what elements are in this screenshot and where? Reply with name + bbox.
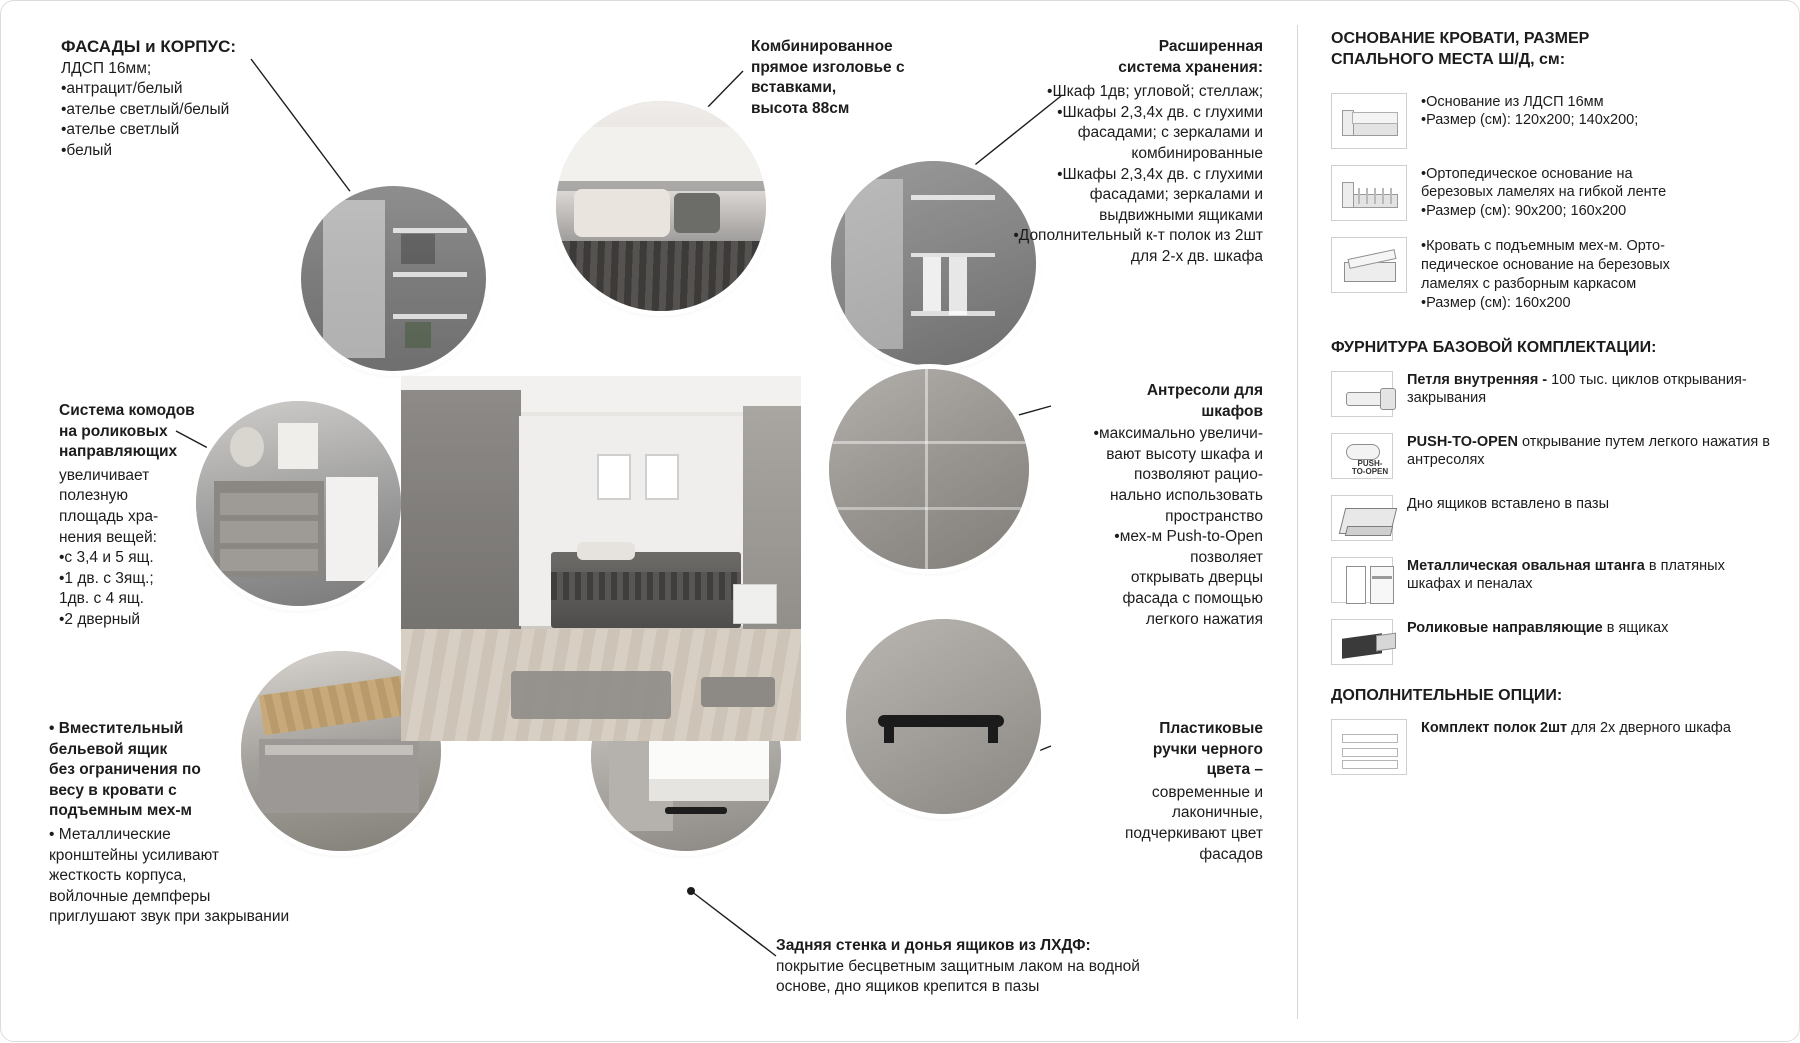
handles-body-0: современные и bbox=[1151, 783, 1263, 801]
drawer-bottom-icon bbox=[1331, 495, 1393, 541]
headboard-line-0: Комбинированное bbox=[751, 38, 893, 55]
commodes-item-2: 1дв. с 4 ящ. bbox=[59, 590, 144, 608]
linen-title-0: • Вместительный bbox=[49, 720, 184, 737]
hardware-row-3-bold: Металлическая овальная штанга bbox=[1407, 557, 1645, 574]
bed-base-row-1-text bbox=[1421, 165, 1666, 222]
lift-bed-icon bbox=[1331, 237, 1407, 293]
commodes-body-3: нения вещей: bbox=[59, 528, 157, 546]
antresoli-line-0: •максимально увеличи- bbox=[1093, 425, 1263, 443]
hardware-row-2 bbox=[1331, 495, 1781, 541]
facades-title: ФАСАДЫ и КОРПУС: bbox=[61, 37, 237, 56]
handle-image bbox=[846, 619, 1041, 814]
bed-base-title-1: СПАЛЬНОГО МЕСТА Ш/Д, см: bbox=[1331, 50, 1566, 68]
facades-item-0: •антрацит/белый bbox=[61, 80, 183, 98]
hardware-row-1 bbox=[1331, 433, 1781, 479]
hardware-row-4-text bbox=[1407, 619, 1668, 638]
bed-base-row-0-line-1: •Размер (см): 120х200; 140х200; bbox=[1421, 112, 1639, 129]
handles-body-2: подчеркивают цвет bbox=[1125, 825, 1263, 843]
hardware-row-1-rest: открывание путем легкого нажатия в антресолях bbox=[1407, 433, 1770, 469]
commodes-item-0: •с 3,4 и 5 ящ. bbox=[59, 549, 154, 567]
handles-title-0: Пластиковые bbox=[1159, 720, 1263, 737]
backwall-title: Задняя стенка и донья ящиков из ЛХДФ: bbox=[776, 937, 1091, 954]
facades-item-2: •ателье светлый bbox=[61, 121, 180, 139]
storage-title-1: система хранения: bbox=[1118, 58, 1263, 76]
antresoli-line-9: легкого нажатия bbox=[1145, 610, 1263, 628]
hinge-icon bbox=[1331, 371, 1393, 417]
linen-body-1: кронштейны усиливают bbox=[49, 846, 219, 864]
options-row-0-bold: Комплект полок 2шт bbox=[1421, 719, 1568, 736]
hardware-row-1-bold: PUSH-TO-OPEN bbox=[1407, 433, 1518, 450]
commodes-title-0: Система комодов bbox=[59, 402, 195, 419]
antresol-image bbox=[829, 369, 1029, 569]
right-pane bbox=[1331, 29, 1781, 1019]
commodes-block bbox=[59, 401, 259, 631]
commodes-item-3: •2 дверный bbox=[59, 611, 141, 629]
oval-rod-icon bbox=[1331, 557, 1393, 603]
bed-base-row-2-text bbox=[1421, 237, 1670, 312]
bed-base-row-1-line-1: березовых ламелях на гибкой ленте bbox=[1421, 184, 1667, 201]
handles-body-1: лаконичные, bbox=[1171, 804, 1263, 822]
photo-headboard-bed bbox=[556, 101, 766, 311]
hardware-row-0-rest: 100 тыс. циклов открывания-закрывания bbox=[1407, 371, 1747, 407]
antresoli-block bbox=[1021, 381, 1263, 630]
facades-item-1: •ателье светлый/белый bbox=[61, 100, 230, 118]
bed-base-row-0-line-0: •Основание из ЛДСП 16мм bbox=[1421, 93, 1604, 110]
hardware-row-2-text: Дно ящиков вставлено в пазы bbox=[1407, 495, 1609, 512]
headboard-line-1: прямое изголовье с bbox=[751, 58, 905, 76]
hardware-row-4-bold: Роликовые направляющие bbox=[1407, 619, 1603, 636]
commodes-title-2: направляющих bbox=[59, 443, 178, 461]
handles-title-1: ручки черного bbox=[1152, 740, 1263, 758]
headboard-bed-image bbox=[556, 101, 766, 311]
bed-base-row-2-line-1: педическое основание на березовых bbox=[1421, 256, 1670, 273]
headboard-line-3: высота 88см bbox=[751, 99, 850, 117]
facades-block bbox=[61, 36, 311, 162]
photo-handle bbox=[846, 619, 1041, 814]
linen-title-2: без ограничения по bbox=[49, 761, 201, 779]
linen-title-3: весу в кровати с bbox=[49, 781, 177, 799]
hardware-row-3-rest: в платяных шкафах и пеналах bbox=[1407, 557, 1725, 593]
linen-box-block bbox=[49, 719, 314, 928]
options-title: ДОПОЛНИТЕЛЬНЫЕ ОПЦИИ: bbox=[1331, 686, 1563, 704]
hardware-row-0 bbox=[1331, 371, 1781, 417]
hardware-row-3 bbox=[1331, 557, 1781, 603]
photo-antresol bbox=[829, 369, 1029, 569]
antresoli-line-6: позволяет bbox=[1190, 548, 1263, 566]
bed-base-row-2-line-0: •Кровать с подъемным мех-м. Орто- bbox=[1421, 238, 1665, 255]
storage-title-0: Расширенная bbox=[1158, 38, 1263, 55]
bed-base-row-1 bbox=[1331, 165, 1781, 222]
bed-base-row-0 bbox=[1331, 93, 1781, 149]
linen-title-4: подъемным мех-м bbox=[49, 802, 192, 820]
linen-body-2: жесткость корпуса, bbox=[49, 867, 187, 885]
commodes-body-2: площадь хра- bbox=[59, 508, 159, 526]
photo-bedroom-room bbox=[401, 376, 801, 741]
bed-base-row-1-line-2: •Размер (см): 90х200; 160х200 bbox=[1421, 203, 1627, 220]
commodes-body-1: полезную bbox=[59, 487, 129, 505]
linen-body-3: войлочные демпферы bbox=[49, 887, 211, 905]
hardware-row-0-bold: Петля внутренняя - bbox=[1407, 371, 1548, 388]
bed-base-title-0: ОСНОВАНИЕ КРОВАТИ, РАЗМЕР bbox=[1331, 30, 1590, 47]
storage-item-0: •Шкаф 1дв; угловой; стеллаж; bbox=[1047, 83, 1263, 101]
hardware-row-4 bbox=[1331, 619, 1781, 665]
hardware-row-1-text bbox=[1407, 433, 1781, 471]
backwall-body-1: основе, дно ящиков крепится в пазы bbox=[776, 978, 1040, 996]
wardrobe-shelves-image bbox=[301, 186, 486, 371]
headboard-line-2: вставками, bbox=[751, 79, 837, 97]
linen-title-1: бельевой ящик bbox=[49, 740, 168, 758]
shelf-set-icon bbox=[1331, 719, 1407, 775]
handles-title-2: цвета – bbox=[1206, 761, 1263, 779]
push-to-open-icon: PUSH- TO-OPEN bbox=[1331, 433, 1393, 479]
bed-base-row-2 bbox=[1331, 237, 1781, 312]
backwall-body-0: покрытие бесцветным защитным лаком на водной bbox=[776, 957, 1140, 975]
antresoli-line-7: открывать дверцы bbox=[1130, 569, 1263, 587]
bed-base-row-1-line-0: •Ортопедическое основание на bbox=[1421, 165, 1633, 182]
hardware-row-3-text bbox=[1407, 557, 1781, 595]
handles-block bbox=[1031, 719, 1263, 865]
storage-item-2: •Шкафы 2,3,4х дв. с глухими фасадами; зеркалами и выдвижными ящиками bbox=[1057, 165, 1263, 224]
options-row-0 bbox=[1331, 719, 1781, 775]
commodes-title-1: на роликовых bbox=[59, 422, 168, 440]
options-row-0-rest: для 2х дверного шкафа bbox=[1567, 719, 1731, 736]
bed-base-title bbox=[1331, 29, 1781, 71]
left-pane bbox=[1, 1, 1296, 1043]
commodes-body-0: увеличивает bbox=[59, 466, 150, 484]
hardware-row-4-rest: в ящиках bbox=[1602, 619, 1669, 636]
antresoli-title-0: Антресоли для bbox=[1146, 382, 1263, 399]
roller-guides-icon bbox=[1331, 619, 1393, 665]
bed-frame-icon bbox=[1331, 93, 1407, 149]
antresoli-line-5: •мех-м Push-to-Open bbox=[1114, 528, 1263, 546]
antresoli-line-2: позволяют рацио- bbox=[1134, 466, 1263, 484]
bed-base-row-2-line-2: ламелях с разборным каркасом bbox=[1421, 275, 1637, 292]
antresoli-line-8: фасада с помощью bbox=[1122, 590, 1263, 608]
options-row-0-text bbox=[1421, 719, 1731, 738]
facades-subtitle: ЛДСП 16мм; bbox=[61, 59, 152, 77]
storage-item-3: •Дополнительный к-т полок из 2шт для 2-х дв. шкафа bbox=[1013, 227, 1263, 266]
antresoli-line-3: нально использовать bbox=[1109, 487, 1263, 505]
antresoli-title-1: шкафов bbox=[1201, 402, 1263, 420]
headboard-block bbox=[751, 37, 961, 119]
vertical-divider bbox=[1297, 25, 1298, 1019]
linen-body-4: приглушают звук при закрывании bbox=[49, 908, 290, 926]
hardware-row-0-text bbox=[1407, 371, 1781, 409]
storage-item-1: •Шкафы 2,3,4х дв. с глухими фасадами; с зеркалами и комбинированные bbox=[1057, 103, 1263, 163]
antresoli-line-1: вают высоту шкафа и bbox=[1106, 445, 1263, 463]
handles-body-3: фасадов bbox=[1199, 845, 1263, 863]
hardware-title: ФУРНИТУРА БАЗОВОЙ КОМПЛЕКТАЦИИ: bbox=[1331, 338, 1657, 356]
backwall-block bbox=[776, 936, 1276, 998]
storage-block bbox=[1001, 37, 1263, 268]
photo-wardrobe-shelves bbox=[301, 186, 486, 371]
commodes-item-1: •1 дв. с 3ящ.; bbox=[59, 569, 154, 587]
slatted-base-icon bbox=[1331, 165, 1407, 221]
linen-body-0: • Металлические bbox=[49, 826, 171, 844]
bed-base-row-2-line-3: •Размер (см): 160х200 bbox=[1421, 294, 1571, 311]
bed-base-row-0-text bbox=[1421, 93, 1638, 131]
facades-item-3: •белый bbox=[61, 142, 113, 160]
antresoli-line-4: пространство bbox=[1165, 507, 1263, 525]
